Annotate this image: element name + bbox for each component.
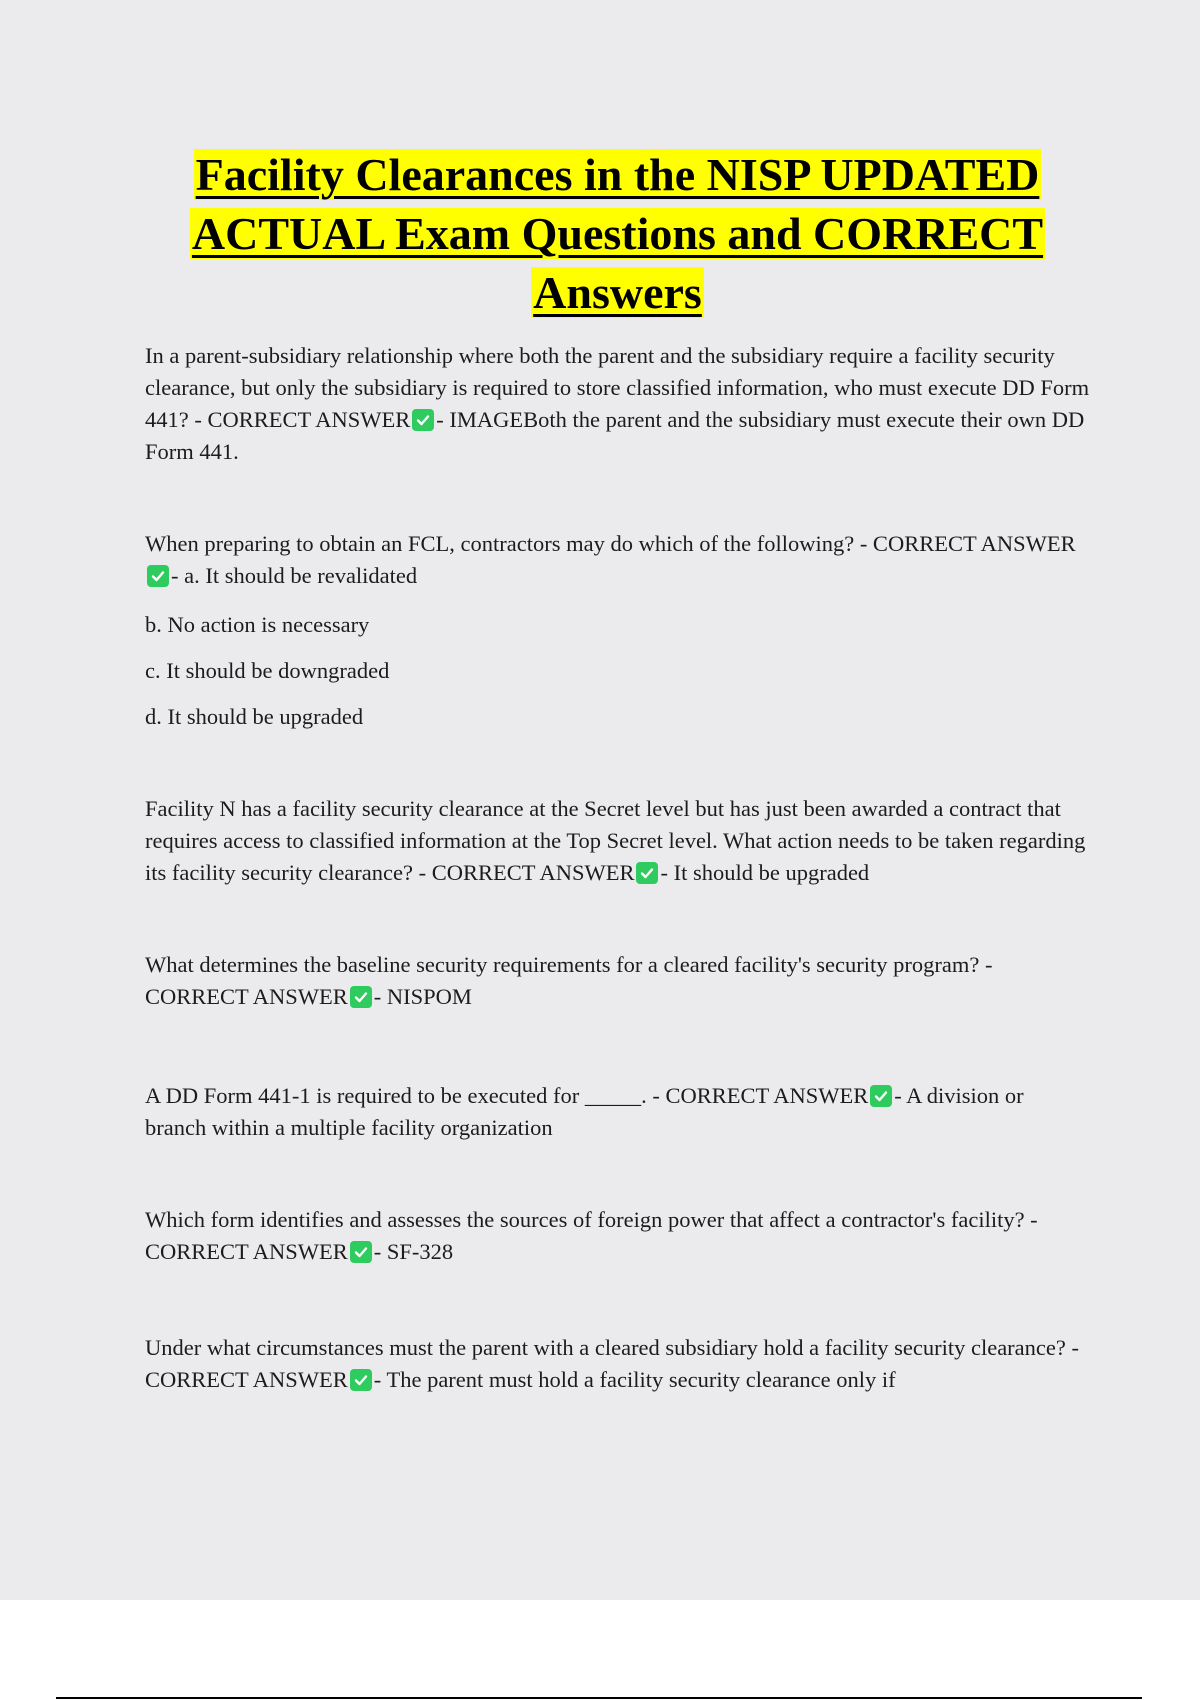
answer-text: - A division or branch within a multiple facility organization xyxy=(145,1083,1024,1140)
answer-option-c: c. It should be downgraded xyxy=(145,658,390,683)
check-mark-icon xyxy=(147,565,169,587)
answer-text: - a. It should be revalidated xyxy=(171,563,418,588)
qa-item-2 xyxy=(145,528,1090,592)
answer-text: - IMAGEBoth the parent and the subsidiary must execute their own DD Form 441. xyxy=(145,407,1085,464)
check-mark-icon xyxy=(412,409,434,431)
qa-item-6 xyxy=(145,1204,1090,1268)
check-mark-icon xyxy=(350,1241,372,1263)
qa-item-1 xyxy=(145,340,1090,468)
qa-item-5 xyxy=(145,1080,1090,1144)
check-mark-icon xyxy=(636,862,658,884)
footer-divider xyxy=(56,1697,1142,1699)
check-mark-icon xyxy=(870,1085,892,1107)
question-text: Facility N has a facility security clearance at the Secret level but has just been awarded a contract that requires access to classified information at the Top Secret level. What action needs to be taken regarding its facility security clearance? - xyxy=(145,796,1086,885)
answer-marker: CORRECT ANSWER xyxy=(145,1239,348,1264)
answer-marker: CORRECT ANSWER xyxy=(207,407,411,432)
question-text: Under what circumstances must the parent with a cleared subsidiary hold a facility security clearance? - xyxy=(145,1335,1079,1360)
question-text: A DD Form 441-1 is required to be executed for _____. - xyxy=(145,1083,660,1108)
qa-item-4 xyxy=(145,949,1090,1013)
question-text: When preparing to obtain an FCL, contractors may do which of the following? - CORRECT ANSWER xyxy=(145,531,1076,556)
qa-item-3 xyxy=(145,793,1090,889)
question-text: In a parent-subsidiary relationship where both the parent and the subsidiary require a facility security clearance, but only the subsidiary is required to store classified information, who must execute DD Form 441? - xyxy=(145,343,1090,432)
answer-text: - SF-328 xyxy=(373,1239,454,1264)
answer-marker: CORRECT ANSWER xyxy=(145,984,348,1009)
answer-text: - The parent must hold a facility security clearance only if xyxy=(373,1367,896,1392)
question-text: Which form identifies and assesses the sources of foreign power that affect a contractor's facility? - xyxy=(145,1207,1038,1232)
document-title xyxy=(140,145,1095,322)
question-text: What determines the baseline security requirements for a cleared facility's security program? - xyxy=(145,952,993,977)
answer-marker: CORRECT ANSWER xyxy=(431,860,635,885)
title-highlight: Facility Clearances in the NISP UPDATED ACTUAL Exam Questions and CORRECT Answers xyxy=(191,149,1044,318)
answer-text: - NISPOM xyxy=(373,984,472,1009)
check-mark-icon xyxy=(350,1369,372,1391)
answer-text: - It should be upgraded xyxy=(660,860,870,885)
answer-option-d: d. It should be upgraded xyxy=(145,704,364,729)
qa-item-7 xyxy=(145,1332,1090,1396)
answer-marker: CORRECT ANSWER xyxy=(145,1367,348,1392)
answer-option-b: b. No action is necessary xyxy=(145,612,370,637)
answer-marker: CORRECT ANSWER xyxy=(665,1083,869,1108)
check-mark-icon xyxy=(350,986,372,1008)
